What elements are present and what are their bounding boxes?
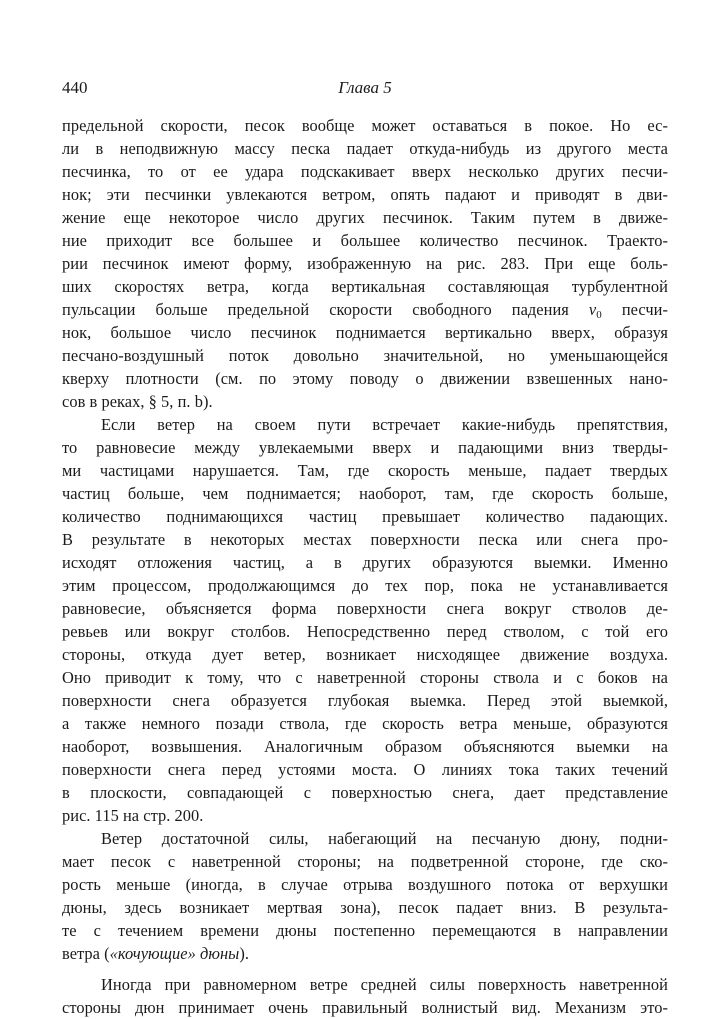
text-line: то равновесие между увлекаемыми вверх и падающими вниз тверды- xyxy=(62,438,668,457)
text-line: сов в реках, § 5, п. b). xyxy=(62,392,213,411)
text-line: ние приходит все большее и большее количество песчинок. Траекто- xyxy=(62,231,668,250)
text-line: кверху плотности (см. по этому поводу о движении взвешенных нано- xyxy=(62,369,668,388)
page-number: 440 xyxy=(62,78,88,97)
text-line-with-italic xyxy=(62,942,668,965)
text-line: мает песок с наветренной стороны; на подветренной стороне, где ско- xyxy=(62,852,668,871)
text-fragment: пульсации больше предельной скорости свободного падения xyxy=(62,300,589,319)
text-line: стороны дюн принимает очень правильный волнистый вид. Механизм это- xyxy=(62,998,668,1017)
text-line: поверхности снега образуется глубокая выемка. Перед этой выемкой, xyxy=(62,691,668,710)
chapter-title: Глава 5 xyxy=(338,78,392,97)
text-line: рость меньше (иногда, в случае отрыва воздушного потока от верхушки xyxy=(62,875,668,894)
body-text xyxy=(62,114,668,1019)
text-line: нок; эти песчинки увлекаются ветром, опять падают и приводят в дви- xyxy=(62,185,668,204)
paragraph-4 xyxy=(62,973,668,1019)
text-line: стороны, откуда дует ветер, возникает нисходящее движение воздуха. xyxy=(62,645,668,664)
text-line: Ветер достаточной силы, набегающий на песчаную дюну, подни- xyxy=(101,829,668,848)
text-line: наоборот, возвышения. Аналогичным образом объясняются выемки на xyxy=(62,737,668,756)
text-line: количество поднимающихся частиц превышает количество падающих. xyxy=(62,507,668,526)
text-line: рис. 115 на стр. 200. xyxy=(62,806,204,825)
text-line: В результате в некоторых местах поверхности песка или снега про- xyxy=(62,530,668,549)
text-line: рии песчинок имеют форму, изображенную на рис. 283. При еще боль- xyxy=(62,254,668,273)
velocity-symbol: v xyxy=(588,300,597,319)
velocity-subscript: 0 xyxy=(596,309,602,321)
text-fragment: ветра ( xyxy=(62,944,110,963)
italic-term: «кочующие» дюны xyxy=(109,944,240,963)
text-line: поверхности снега перед устоями моста. О линиях тока таких течений xyxy=(62,760,668,779)
paragraph-2 xyxy=(62,413,668,827)
text-line: те с течением времени дюны постепенно перемещаются в направлении xyxy=(62,921,668,940)
text-line: исходят отложения частиц, а в других образуются выемки. Именно xyxy=(62,553,668,572)
text-line: ли в неподвижную массу песка падает откуда-нибудь из другого места xyxy=(62,139,668,158)
paragraph-spacer xyxy=(62,965,668,973)
text-line: а также немного позади ствола, где скорость ветра меньше, образуются xyxy=(62,714,668,733)
text-line: Иногда при равномерном ветре средней силы поверхность наветренной xyxy=(101,975,668,994)
text-line: частиц больше, чем поднимается; наоборот, там, где скорость больше, xyxy=(62,484,668,503)
paragraph-3 xyxy=(62,827,668,965)
book-page xyxy=(62,76,668,1019)
paragraph-1 xyxy=(62,114,668,413)
text-fragment: песчи- xyxy=(601,300,668,319)
text-fragment: ). xyxy=(239,944,249,963)
text-line: ми частицами нарушается. Там, где скорость меньше, падает твердых xyxy=(62,461,668,480)
text-line: ревьев или вокруг столбов. Непосредственно перед стволом, с той его xyxy=(62,622,668,641)
text-line: нок, большое число песчинок поднимается вертикально вверх, образуя xyxy=(62,323,668,342)
running-head xyxy=(62,76,668,100)
text-line: в плоскости, совпадающей с поверхностью снега, дает представление xyxy=(62,783,668,802)
text-line: песчинка, то от ее удара подскакивает вверх несколько других песчи- xyxy=(62,162,668,181)
text-line: этим процессом, продолжающимся до тех пор, пока не устанавливается xyxy=(62,576,668,595)
text-line: песчано-воздушный поток довольно значительной, но уменьшающейся xyxy=(62,346,668,365)
text-line: ших скоростях ветра, когда вертикальная составляющая турбулентной xyxy=(62,277,668,296)
text-line: Оно приводит к тому, что с наветренной стороны ствола и с боков на xyxy=(62,668,668,687)
text-line: предельной скорости, песок вообще может оставаться в покое. Но ес- xyxy=(62,116,668,135)
text-line: равновесие, объясняется форма поверхности снега вокруг стволов де- xyxy=(62,599,668,618)
text-line: Если ветер на своем пути встречает какие-нибудь препятствия, xyxy=(101,415,668,434)
text-line: жение еще некоторое число других песчинок. Таким путем в движе- xyxy=(62,208,668,227)
text-line-with-formula xyxy=(62,298,668,321)
text-line: дюны, здесь возникает мертвая зона), песок падает вниз. В результа- xyxy=(62,898,668,917)
